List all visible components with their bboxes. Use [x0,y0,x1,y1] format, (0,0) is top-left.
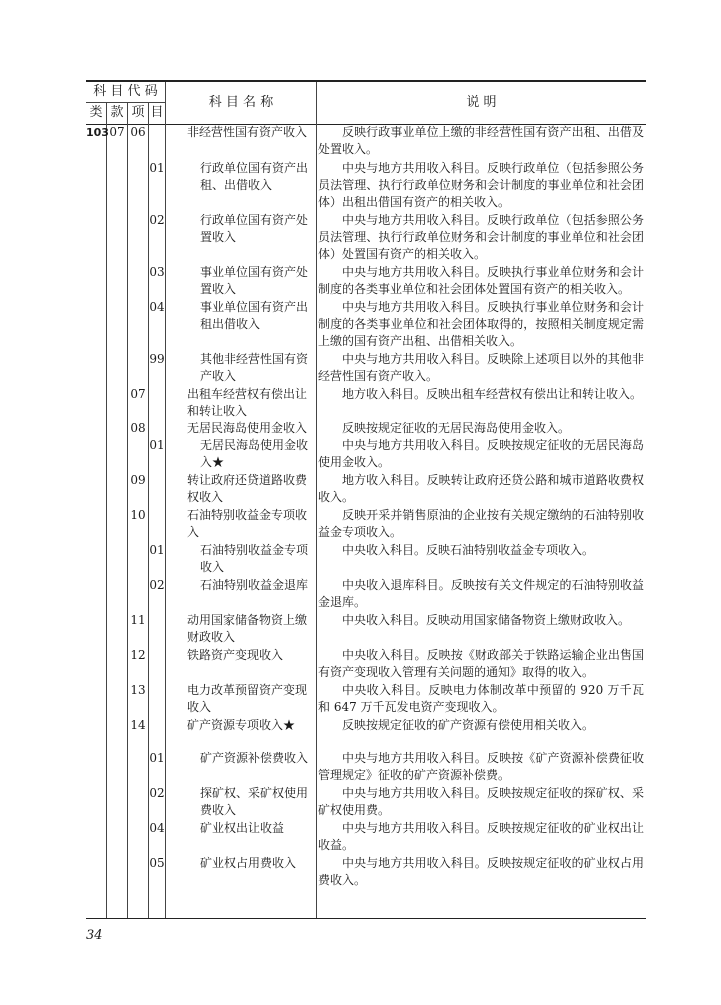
subject-name: 无居民海岛使用金收入 [187,421,308,435]
subject-name: 矿产资源专项收入★ [187,718,296,732]
subject-name: 其他非经营性国有资产收入 [200,352,309,383]
subject-description: 中央与地方共用收入科目。反映行政单位（包括参照公务员法管理、执行行政单位财务和会计制度的事业单位和社会团体）出租出借国有资产的相关收入。 [318,161,644,209]
subject-description: 中央与地方共用收入科目。反映按规定征收的无居民海岛使用金收入。 [318,438,644,469]
table-header [86,80,646,125]
code-xiang: 09 [130,473,146,487]
code-mu: 02 [149,786,165,800]
code-mu: 04 [149,300,165,314]
page-number: 34 [86,928,103,943]
subject-name: 石油特别收益金专项收入 [200,543,309,574]
subject-description: 反映行政事业单位上缴的非经营性国有资产出租、出借及处置收入。 [318,125,644,156]
code-mu: 01 [149,543,165,557]
code-mu: 03 [149,265,165,279]
subject-description: 地方收入科目。反映转让政府还贷公路和城市道路收费权收入。 [318,473,644,504]
code-kuan: 07 [109,125,125,139]
code-xiang: 12 [130,648,146,662]
code-lei: 103 [86,126,109,139]
subject-name: 铁路资产变现收入 [187,648,284,662]
subject-description: 中央与地方共用收入科目。反映行政单位（包括参照公务员法管理、执行行政单位财务和会计制度的事业单位和社会团体）处置国有资产的相关收入。 [318,213,644,261]
header-vline [106,102,107,124]
header-vline [148,102,149,124]
subject-description: 地方收入科目。反映出租车经营权有偿出让和转让收入。 [342,387,643,401]
table-bottom-rule [86,918,646,919]
subject-description: 中央收入科目。反映电力体制改革中预留的 920 万千瓦和 647 万千瓦发电资产变现收入。 [318,683,644,714]
subject-description: 中央与地方共用收入科目。反映按规定征收的矿业权占用费收入。 [318,856,644,887]
subject-description: 中央与地方共用收入科目。反映执行事业单位财务和会计制度的各类事业单位和社会团体处置国有资产的相关收入。 [318,265,644,296]
header-vline [316,82,317,124]
subject-description: 反映开采并销售原油的企业按有关规定缴纳的石油特别收益金专项收入。 [318,508,644,539]
subject-description: 中央收入退库科目。反映按有关文件规定的石油特别收益金退库。 [318,578,644,609]
code-xiang: 13 [130,683,146,697]
grid-vline [165,122,166,918]
code-xiang: 08 [130,421,146,435]
subject-name: 矿产资源补偿费收入 [200,751,309,765]
subject-description: 中央与地方共用收入科目。反映按规定征收的矿业权出让收益。 [318,821,644,852]
subject-description: 反映按规定征收的无居民海岛使用金收入。 [342,421,571,435]
header-vline [127,102,128,124]
subject-description: 中央与地方共用收入科目。反映执行事业单位财务和会计制度的各类事业单位和社会团体取得的，按照相关制度规定需上缴的国有资产出租、出借相关收入。 [318,300,644,348]
subject-name: 石油特别收益金专项收入 [187,508,308,539]
subject-description: 中央与地方共用收入科目。反映按规定征收的探矿权、采矿权使用费。 [318,786,644,817]
code-group-header: 科 目 代 码 [93,84,158,99]
code-mu: 04 [149,821,165,835]
col-name-header: 科 目 名 称 [208,95,274,110]
subject-description: 反映按规定征收的矿产资源有偿使用相关收入。 [342,718,595,732]
subject-name: 转让政府还贷道路收费权收入 [187,473,308,504]
code-mu: 02 [149,578,165,592]
subject-name: 事业单位国有资产处置收入 [200,265,309,296]
subject-name: 行政单位国有资产处置收入 [200,213,309,244]
subject-description: 中央收入科目。反映按《财政部关于铁路运输企业出售国有资产变现收入管理有关问题的通知》取得的收入。 [318,648,644,679]
subject-name: 石油特别收益金退库 [200,578,309,592]
code-xiang: 14 [130,718,146,732]
subject-name: 动用国家储备物资上缴财政收入 [187,613,308,644]
code-mu: 01 [149,751,165,765]
code-mu: 01 [149,161,165,175]
code-xiang: 11 [130,613,146,627]
subject-description: 中央与地方共用收入科目。反映除上述项目以外的其他非经营性国有资产收入。 [318,352,644,383]
code-mu: 05 [149,856,165,870]
col-xiang-header: 项 [131,105,145,120]
code-mu: 01 [149,438,165,452]
col-kuan-header: 款 [110,105,124,120]
subject-name: 出租车经营权有偿出让和转让收入 [187,387,308,418]
subject-description: 中央收入科目。反映石油特别收益金专项收入。 [342,543,595,557]
code-xiang: 10 [130,508,146,522]
col-mu-header: 目 [150,105,164,120]
col-lei-header: 类 [89,105,103,120]
subject-name: 无居民海岛使用金收入★ [200,438,309,469]
subject-name: 事业单位国有资产出租出借收入 [200,300,309,331]
subject-name: 非经营性国有资产收入 [187,125,308,139]
subject-name: 矿业权占用费收入 [200,856,297,870]
code-xiang: 06 [130,125,146,139]
header-vline [165,82,166,124]
code-mu: 02 [149,213,165,227]
subject-name: 矿业权出让收益 [200,821,285,835]
subject-description: 中央与地方共用收入科目。反映按《矿产资源补偿费征收管理规定》征收的矿产资源补偿费。 [318,751,644,782]
col-desc-header: 说 明 [466,95,497,110]
subject-name: 探矿权、采矿权使用费收入 [200,786,309,817]
header-divider [86,102,165,103]
grid-vline [316,122,317,918]
subject-name: 电力改革预留资产变现收入 [187,683,308,714]
code-xiang: 07 [130,387,146,401]
subject-name: 行政单位国有资产出租、出借收入 [200,161,309,192]
grid-vline [106,122,107,918]
code-mu: 99 [149,352,165,366]
subject-description: 中央收入科目。反映动用国家储备物资上缴财政收入。 [342,613,631,627]
